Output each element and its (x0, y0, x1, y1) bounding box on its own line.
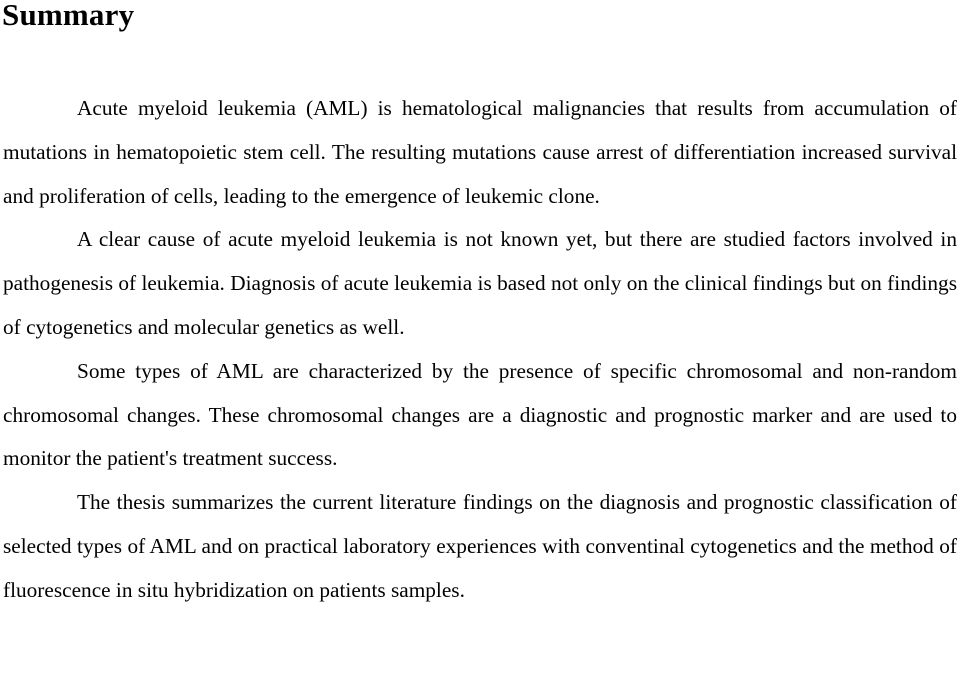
summary-body (3, 87, 957, 613)
paragraph-cause-diagnosis: A clear cause of acute myeloid leukemia is not known yet, but there are studied factors involved in pathogenesis of leukemia. Diagnosis of acute leukemia is based not only on the clinical findings but on findings of cytogenetics and molecular genetics as well. (3, 227, 957, 339)
paragraph-thesis-scope: The thesis summarizes the current literature findings on the diagnosis and prognostic classification of selected types of AML and on practical laboratory experiences with conventinal cytogenetics and the method of fluorescence in situ hybridization on patients samples. (3, 490, 957, 602)
paragraph-aml-definition: Acute myeloid leukemia (AML) is hematological malignancies that results from accumulation of mutations in hematopoietic stem cell. The resulting mutations cause arrest of differentiation increased survival and proliferation of cells, leading to the emergence of leukemic clone. (3, 96, 957, 208)
section-heading: Summary (2, 0, 135, 32)
paragraph-chromosomal-changes: Some types of AML are characterized by the presence of specific chromosomal and non-random chromosomal changes. These chromosomal changes are a diagnostic and prognostic marker and are used to monitor the patient's treatment success. (3, 358, 957, 471)
